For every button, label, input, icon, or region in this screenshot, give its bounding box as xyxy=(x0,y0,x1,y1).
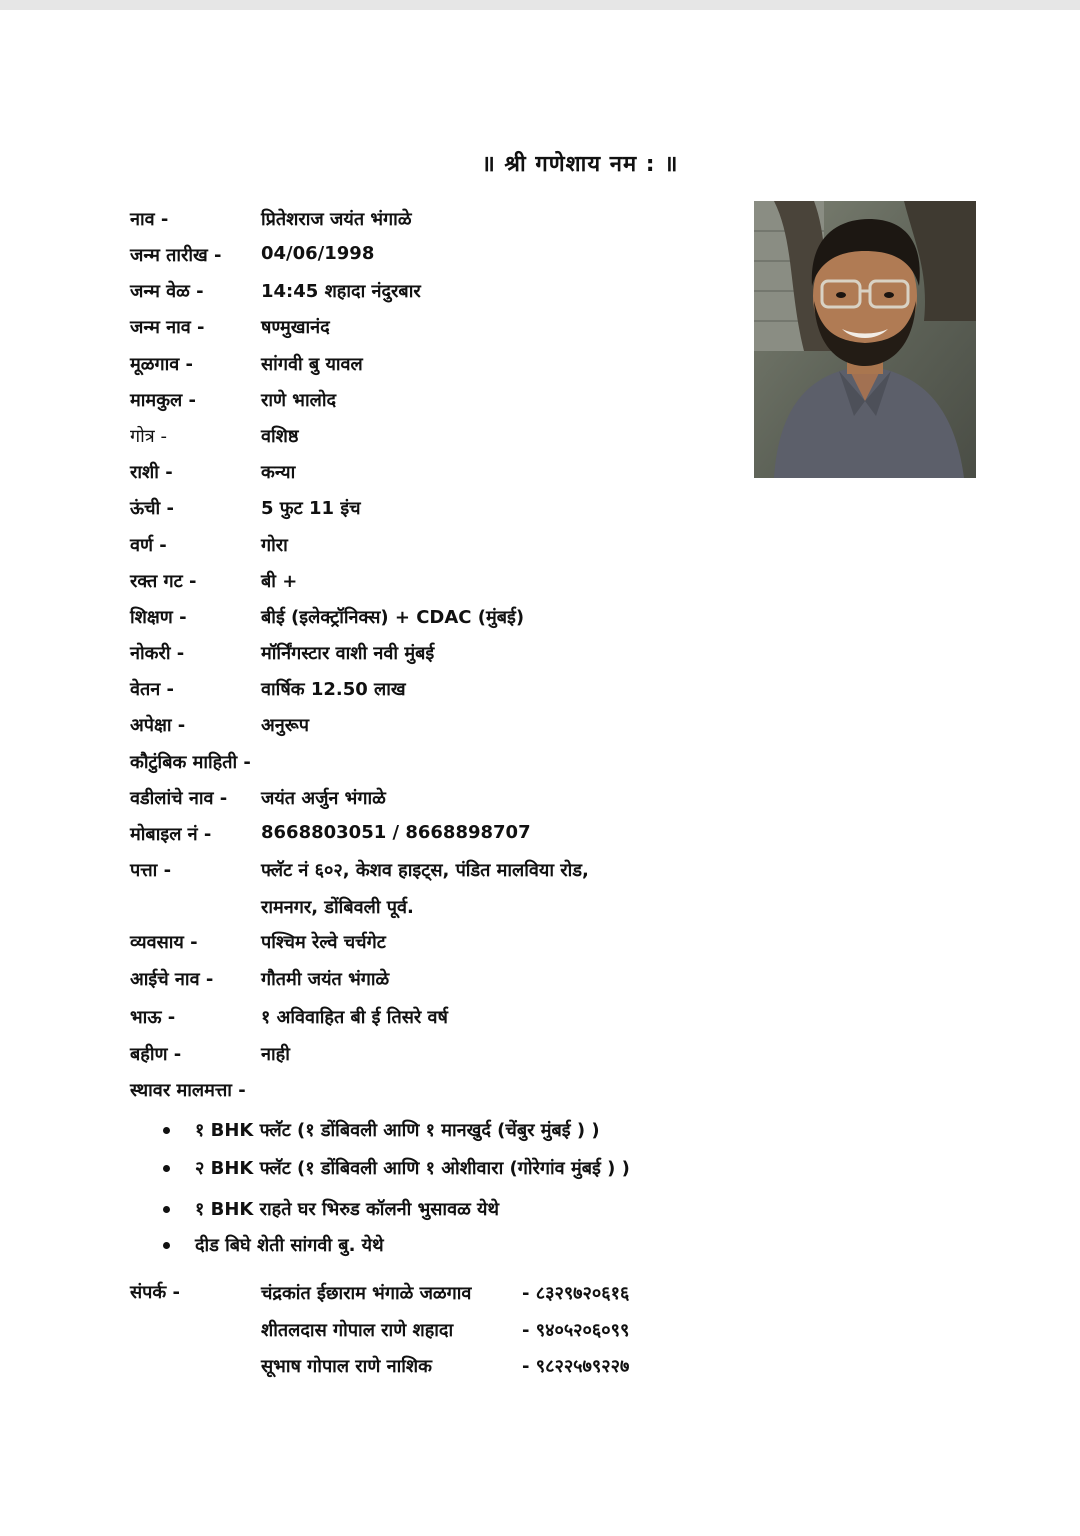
field-label: गोत्र - xyxy=(130,426,167,447)
field-label: मूळगाव - xyxy=(130,354,193,375)
field-label: राशी - xyxy=(130,462,173,483)
property-text: दीड बिघे शेती सांगवी बु. येथे xyxy=(195,1235,384,1256)
field-label: वडीलांचे नाव - xyxy=(130,788,228,809)
field-label: मामकुल - xyxy=(130,390,196,411)
field-label: रक्त गट - xyxy=(130,571,197,592)
field-value: राणे भालोद xyxy=(261,390,337,411)
profile-photo xyxy=(754,201,976,478)
field-label: वेतन - xyxy=(130,679,174,700)
contact-name: शीतलदास गोपाल राणे शहादा xyxy=(261,1320,454,1341)
field-value: नाही xyxy=(261,1044,290,1065)
field-label: वर्ण - xyxy=(130,535,167,556)
property-text: २ BHK फ्लॅट (१ डोंबिवली आणि १ ओशीवारा (गोरेगांव मुंबई ) ) xyxy=(195,1158,630,1179)
field-value: वार्षिक 12.50 लाख xyxy=(261,679,406,700)
field-label: नोकरी - xyxy=(130,643,185,664)
contact-phone: - ९८२२५७९२२७ xyxy=(522,1356,630,1377)
top-bar xyxy=(0,0,1080,10)
property-text: १ BHK फ्लॅट (१ डोंबिवली आणि १ मानखुर्द (चेंबुर मुंबई ) ) xyxy=(195,1120,600,1141)
field-value: बीई (इलेक्ट्रॉनिक्स) + CDAC (मुंबई) xyxy=(261,607,525,628)
field-value: षण्मुखानंद xyxy=(261,317,330,338)
field-value: गोरा xyxy=(261,535,288,556)
portrait-illustration xyxy=(754,201,976,478)
field-value: गौतमी जयंत भंगाळे xyxy=(261,969,390,990)
field-label: आईचे नाव - xyxy=(130,969,214,990)
field-label: अपेक्षा - xyxy=(130,715,186,736)
field-label: भाऊ - xyxy=(130,1007,176,1028)
contact-label: संपर्क - xyxy=(130,1282,180,1303)
address-line-2: रामनगर, डोंबिवली पूर्व. xyxy=(261,897,414,918)
field-value: जयंत अर्जुन भंगाळे xyxy=(261,788,386,809)
contact-phone: - ९४०५२०६०९९ xyxy=(522,1320,630,1341)
property-heading: स्थावर मालमत्ता - xyxy=(130,1080,246,1101)
field-label: जन्म वेळ - xyxy=(130,281,204,302)
family-info-heading: कौटुंबिक माहिती - xyxy=(130,752,251,773)
field-label: ऊंची - xyxy=(130,498,174,519)
field-value: कन्या xyxy=(261,462,296,483)
field-value: वशिष्ठ xyxy=(261,426,299,447)
field-value: बी + xyxy=(261,571,298,592)
bullet-icon xyxy=(163,1242,170,1249)
property-text: १ BHK राहते घर भिरुड कॉलनी भुसावळ येथे xyxy=(195,1199,499,1220)
field-value: 8668803051 / 8668898707 xyxy=(261,822,531,843)
contact-phone: - ८३२९७२०६१६ xyxy=(522,1283,630,1304)
field-value: 14:45 शहादा नंदुरबार xyxy=(261,281,421,302)
field-label: मोबाइल नं - xyxy=(130,824,212,845)
contact-name: सूभाष गोपाल राणे नाशिक xyxy=(261,1356,432,1377)
bullet-icon xyxy=(163,1206,170,1213)
bullet-icon xyxy=(163,1127,170,1134)
contact-name: चंद्रकांत ईछाराम भंगाळे जळगाव xyxy=(261,1283,472,1304)
field-label: व्यवसाय - xyxy=(130,932,198,953)
field-value: सांगवी बु यावल xyxy=(261,354,363,375)
field-label: शिक्षण - xyxy=(130,607,187,628)
field-value: पश्चिम रेल्वे चर्चगेट xyxy=(261,932,386,953)
field-value: 5 फुट 11 इंच xyxy=(261,498,361,519)
field-value: फ्लॅट नं ६०२, केशव हाइट्स, पंडित मालविया रोड, xyxy=(261,860,589,881)
invocation-heading: ॥ श्री गणेशाय नम : ॥ xyxy=(481,152,679,177)
field-value: प्रितेशराज जयंत भंगाळे xyxy=(261,209,412,230)
field-value: अनुरूप xyxy=(261,715,309,736)
field-label: पत्ता - xyxy=(130,860,172,881)
field-label: बहीण - xyxy=(130,1044,182,1065)
field-value: १ अविवाहित बी ई तिसरे वर्ष xyxy=(261,1007,448,1028)
field-value: मॉर्निंगस्टार वाशी नवी मुंबई xyxy=(261,643,435,664)
field-label: जन्म तारीख - xyxy=(130,245,222,266)
field-value: 04/06/1998 xyxy=(261,243,375,264)
field-label: जन्म नाव - xyxy=(130,317,205,338)
field-label: नाव - xyxy=(130,209,169,230)
bullet-icon xyxy=(163,1165,170,1172)
